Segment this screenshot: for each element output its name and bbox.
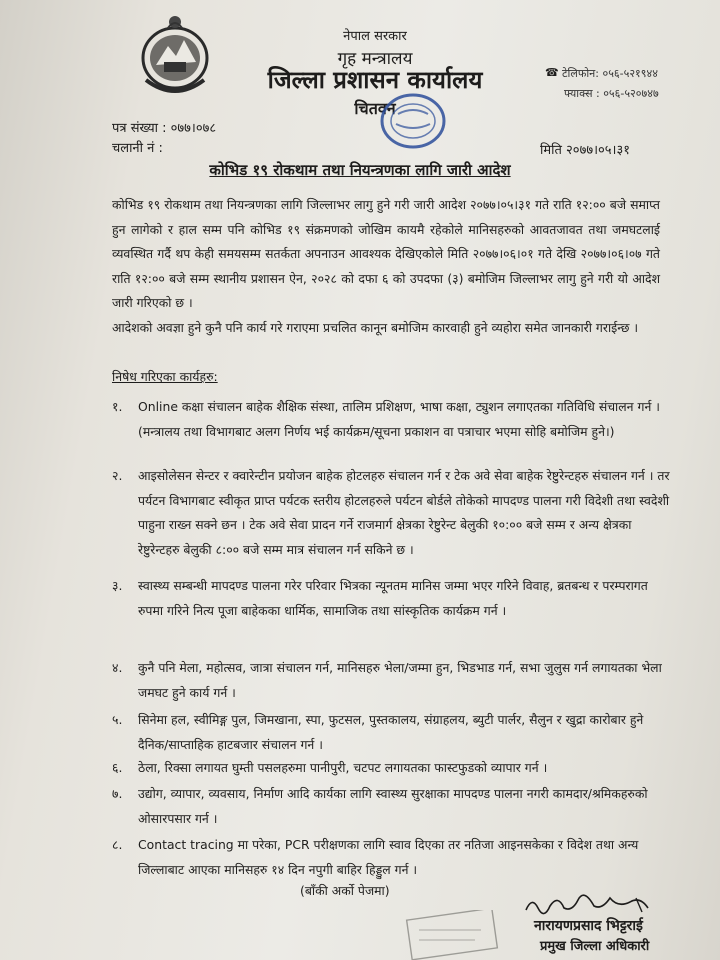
list-item bbox=[112, 833, 672, 882]
list-item bbox=[112, 782, 672, 831]
list-item bbox=[112, 756, 672, 781]
prohibited-heading: निषेध गरिएका कार्यहरु: bbox=[112, 369, 218, 384]
item-text: Online कक्षा संचालन बाहेक शैक्षिक संस्था, तालिम प्रशिक्षण, भाषा कक्षा, ट्युशन लगाएतका गतिविधि संचालन गर्न । (मन्त्रालय तथा विभागबाट अलग निर्णय भई कार्यक्रम/सूचना प्रकाशन वा पत्राचार भएमा सोहि बमोजिम हुने।) bbox=[138, 399, 660, 439]
item-text: कुनै पनि मेला, महोत्सव, जात्रा संचालन गर्न, मानिसहरु भेला/जम्मा हुन, भिडभाड गर्न, सभा जुलुस गर्न लगायतका भेला जमघट हुने कार्य गर्न । bbox=[138, 660, 662, 700]
signatory-title: प्रमुख जिल्ला अधिकारी bbox=[540, 939, 650, 954]
item-number: ८. bbox=[112, 837, 123, 852]
item-number: १. bbox=[112, 399, 123, 414]
item-number: ६. bbox=[112, 760, 123, 775]
list-item bbox=[112, 574, 672, 623]
dispatch-number: चलानी नं : bbox=[112, 141, 163, 156]
item-number: ५. bbox=[112, 712, 123, 727]
item-number: २. bbox=[112, 468, 123, 483]
item-number: ७. bbox=[112, 786, 123, 801]
list-item bbox=[112, 656, 672, 705]
list-item bbox=[112, 395, 672, 444]
nepal-emblem-icon bbox=[138, 10, 212, 96]
letter-number: पत्र संख्या : ०७७।०७८ bbox=[112, 121, 217, 136]
letter-date: मिति २०७७।०५।३१ bbox=[540, 143, 630, 158]
warning-paragraph: आदेशको अवज्ञा हुने कुनै पनि कार्य गरे गराएमा प्रचलित कानून बमोजिम कारवाही हुने व्यहोरा समेत जानकारी गराईन्छ । bbox=[112, 320, 639, 335]
item-number: ३. bbox=[112, 578, 123, 593]
item-text: आइसोलेसन सेन्टर र क्वारेन्टीन प्रयोजन बाहेक होटलहरु संचालन गर्न र टेक अवे सेवा बाहेक रेष्टुरेन्टहरु संचालन गर्न । तर पर्यटन विभागबाट स्वीकृत प्राप्त पर्यटक स्तरीय होटलहरुले पर्यटन बोर्डले तोकेको मापदण्ड पालना गरी विदेशी तथा स्वदेशी पाहुना राख्न सक्ने छन । टेक अवे सेवा प्रादन गर्ने राजमार्ग क्षेत्रका रेष्टुरेन्ट बेलुकी १०:०० बजे सम्म र अन्य क्षेत्रका रेष्टुरेन्टहरु बेलुकी ८:०० बजे सम्म मात्र संचालन गर्न सकिने छ । bbox=[138, 468, 670, 557]
item-text: स्वास्थ्य सम्बन्धी मापदण्ड पालना गरेर परिवार भित्रका न्यूनतम मानिस जम्मा भएर गरिने विवाह, ब्रतबन्ध र परम्परागत रुपमा गरिने नित्य पूजा बाहेकका धार्मिक, सामाजिक तथा सांस्कृतिक कार्यक्रम गर्न । bbox=[138, 578, 648, 618]
telephone-number: टेलिफोन: ०५६-५२१९४४ bbox=[562, 67, 658, 80]
official-stamp-icon bbox=[405, 910, 500, 960]
office-name: जिल्ला प्रशासन कार्यालय bbox=[267, 66, 483, 94]
item-text: सिनेमा हल, स्वीमिङ्ग पुल, जिमखाना, स्पा, फुटसल, पुस्तकालय, संग्राहलय, ब्युटी पार्लर, सैलुन र खुद्रा कारोबार हुने दैनिक/साप्ताहिक हाटबजार संचालन गर्न । bbox=[138, 712, 644, 752]
signatory-name: नारायणप्रसाद भिट्टराई bbox=[534, 918, 643, 934]
office-stamp-icon bbox=[378, 92, 448, 150]
item-text: Contact tracing मा परेका, PCR परीक्षणका लागि स्वाव दिएका तर नतिजा आइनसकेका र विदेश तथा अन्य जिल्लाबाट आएका मानिसहरु १४ दिन नपुगी बाहिर हिड्डुल गर्न । bbox=[138, 837, 639, 877]
government-name: नेपाल सरकार bbox=[343, 29, 407, 44]
fax-number: फ्याक्स : ०५६-५२०७४७ bbox=[564, 87, 659, 100]
item-text: ठेला, रिक्सा लगायत घुम्ती पसलहरुमा पानीपुरी, चटपट लगायतका फास्टफुडको व्यापार गर्न । bbox=[138, 760, 548, 775]
city-name: चितवन bbox=[354, 99, 396, 118]
intro-paragraph: कोभिड १९ रोकथाम तथा नियन्त्रणका लागि जिल्लाभर लागु हुने गरी जारी आदेश २०७७।०५।३१ गते राति १२:०० बजे समाप्त हुन लागेको र हाल सम्म पनि कोभिड १९ संक्रमणको जोखिम कायमै रहेकोले मानिसहरुको आवतजावत तथा जमघटलाई व्यवस्थित गर्दै थप केही समयसम्म सतर्कता अपनाउन आवश्यक देखिएकोले मिति २०७७।०६।०१ गते देखि २०७७।०६।०७ गते राति १२:०० बजे सम्म स्थानीय प्रशासन ऐन, २०२८ को दफा ६ को उपदफा (३) बमोजिम जिल्लाभर लागु हुने गरी यो आदेश जारी गरिएको छ । bbox=[112, 197, 660, 311]
item-number: ४. bbox=[112, 660, 123, 675]
handwritten-signature-icon bbox=[520, 892, 670, 916]
ministry-name: गृह मन्त्रालय bbox=[337, 49, 413, 69]
list-item bbox=[112, 708, 672, 757]
item-text: उद्योग, व्यापार, व्यवसाय, निर्माण आदि कार्यका लागि स्वास्थ्य सुरक्षाका मापदण्ड पालना नगरी कामदार/श्रमिकहरुको ओसारपसार गर्न । bbox=[138, 786, 648, 826]
phone-icon: ☎ bbox=[545, 66, 559, 79]
list-item bbox=[112, 464, 672, 562]
document-title: कोभिड १९ रोकथाम तथा नियन्त्रणका लागि जारी आदेश bbox=[209, 161, 511, 179]
continued-note: (बाँकी अर्को पेजमा) bbox=[300, 883, 390, 898]
